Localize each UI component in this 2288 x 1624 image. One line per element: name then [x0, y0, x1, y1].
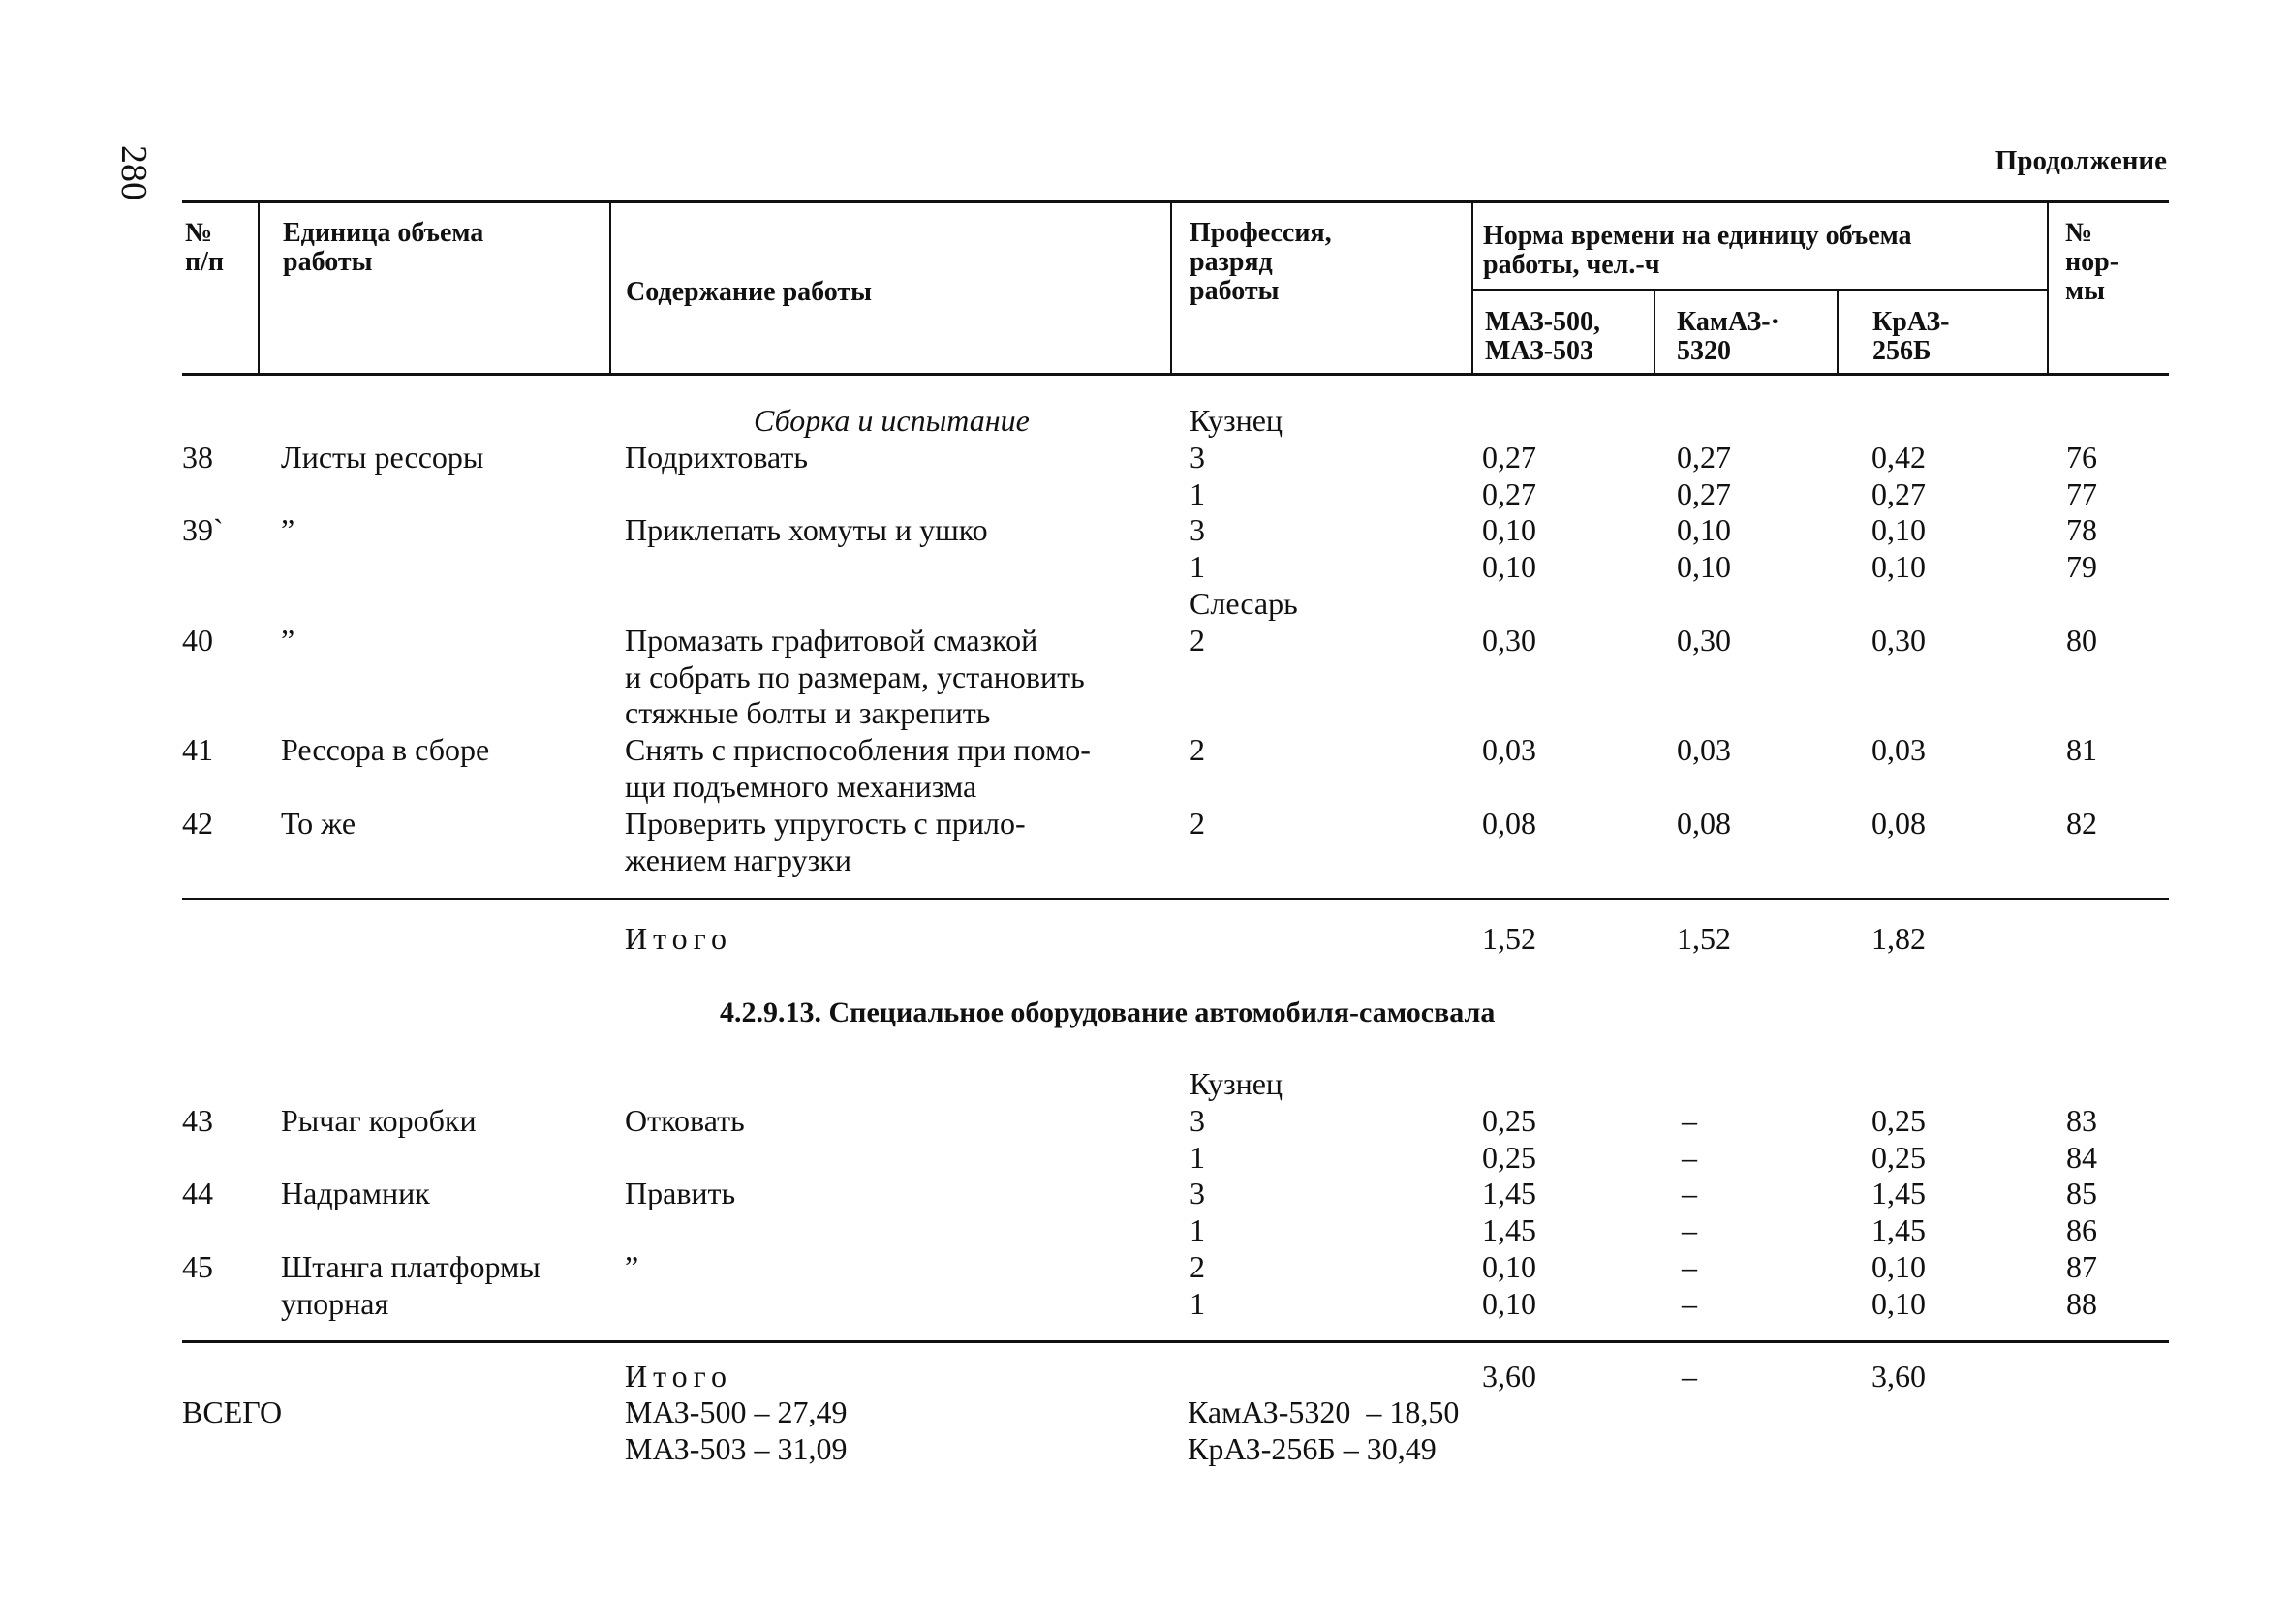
- cell-content: Подрихтовать: [625, 439, 808, 475]
- header-text: Профессия,: [1190, 218, 1332, 248]
- header-content: Содержание работы: [626, 277, 873, 307]
- header-text: Единица объема: [283, 218, 484, 248]
- cell-unit: упорная: [281, 1285, 389, 1321]
- header-maz: [1485, 308, 1600, 366]
- continuation-label: Продолжение: [1994, 145, 2167, 176]
- cell-v2: 0,27: [1677, 475, 1731, 511]
- col-divider: [258, 202, 260, 374]
- cell-v3: 0,25: [1871, 1102, 1926, 1138]
- section1-total-rule: [182, 898, 2169, 900]
- cell-unit: Штанга платформы: [281, 1249, 541, 1284]
- cell-v2: 0,03: [1677, 732, 1731, 768]
- cell-norm: 78: [2066, 512, 2097, 548]
- header-text: Норма времени на единицу объема: [1483, 221, 1912, 251]
- cell-v3: 0,08: [1871, 805, 1926, 841]
- cell-unit: ”: [281, 512, 295, 548]
- header-kamaz: [1677, 308, 1779, 366]
- cell-prof: 2: [1190, 622, 1205, 658]
- cell-v3: 0,10: [1871, 1249, 1926, 1284]
- header-text: работы, чел.-ч: [1483, 250, 1660, 280]
- cell-prof: Кузнец: [1190, 1066, 1283, 1101]
- cell-norm: 79: [2066, 549, 2097, 585]
- cell-v2: 0,30: [1677, 622, 1731, 658]
- cell-n: 39`: [182, 512, 224, 548]
- cell-v1: 0,10: [1482, 1249, 1536, 1284]
- header-text: МАЗ-503: [1485, 336, 1594, 366]
- cell-v3: 0,03: [1871, 732, 1926, 768]
- header-text: №: [185, 218, 213, 248]
- cell-prof: Слесарь: [1190, 586, 1298, 621]
- table-top-rule: [182, 200, 2169, 203]
- grand-total-kraz: КрАЗ-256Б – 30,49: [1188, 1431, 1437, 1466]
- cell-norm: 88: [2066, 1285, 2097, 1321]
- cell-v1: 0,30: [1482, 622, 1536, 658]
- cell-unit: То же: [281, 805, 356, 841]
- cell-v2: –: [1682, 1212, 1697, 1248]
- section1-total-kamaz: 1,52: [1677, 921, 1731, 956]
- cell-prof: 3: [1190, 1102, 1205, 1138]
- section2-total-maz: 3,60: [1482, 1359, 1536, 1394]
- cell-content: стяжные болты и закрепить: [625, 695, 991, 731]
- section2-total-label: Итого: [625, 1359, 732, 1394]
- cell-prof: 3: [1190, 1176, 1205, 1211]
- cell-prof: 3: [1190, 439, 1205, 475]
- cell-unit: Листы рессоры: [281, 439, 484, 475]
- header-text: мы: [2065, 276, 2105, 306]
- cell-v3: 0,10: [1871, 549, 1926, 585]
- header-kraz: [1872, 308, 1950, 366]
- section2-total-rule: [182, 1340, 2169, 1343]
- col-divider: [1471, 202, 1473, 374]
- cell-v2: –: [1682, 1285, 1697, 1321]
- cell-content: Проверить упругость с прило-: [625, 805, 1026, 841]
- cell-v2: –: [1682, 1139, 1697, 1175]
- col-divider: [2047, 202, 2049, 374]
- cell-content: Снять с приспособления при помо-: [625, 732, 1091, 768]
- cell-v1: 0,03: [1482, 732, 1536, 768]
- cell-v3: 1,45: [1871, 1212, 1926, 1248]
- cell-unit: Рессора в сборе: [281, 732, 490, 768]
- cell-n: 43: [182, 1102, 213, 1138]
- cell-v1: 0,27: [1482, 439, 1536, 475]
- cell-prof: 1: [1190, 549, 1205, 585]
- cell-norm: 76: [2066, 439, 2097, 475]
- cell-content: щи подъемного механизма: [625, 769, 977, 804]
- cell-prof: 3: [1190, 512, 1205, 548]
- header-text: нор-: [2065, 247, 2119, 277]
- header-text: работы: [283, 247, 373, 277]
- header-text: 5320: [1677, 336, 1731, 366]
- cell-v1: 0,27: [1482, 475, 1536, 511]
- subheader-rule: [1472, 289, 2048, 291]
- cell-v1: 0,08: [1482, 805, 1536, 841]
- header-bottom-rule: [182, 373, 2169, 376]
- cell-norm: 80: [2066, 622, 2097, 658]
- header-text: МАЗ-500,: [1485, 307, 1601, 337]
- cell-norm: 87: [2066, 1249, 2097, 1284]
- cell-unit: Надрамник: [281, 1176, 430, 1211]
- cell-v1: 1,45: [1482, 1212, 1536, 1248]
- section2-total-kraz: 3,60: [1871, 1359, 1926, 1394]
- cell-v1: 0,10: [1482, 549, 1536, 585]
- header-profession: [1190, 219, 1332, 306]
- cell-v1: 0,10: [1482, 512, 1536, 548]
- cell-v2: 0,08: [1677, 805, 1731, 841]
- cell-content: Править: [625, 1176, 736, 1211]
- cell-norm: 82: [2066, 805, 2097, 841]
- cell-content: Отковать: [625, 1102, 745, 1138]
- cell-norm: 84: [2066, 1139, 2097, 1175]
- cell-prof: 2: [1190, 732, 1205, 768]
- section2-total-kamaz: –: [1682, 1359, 1697, 1394]
- cell-v1: 1,45: [1482, 1176, 1536, 1211]
- cell-v2: –: [1682, 1176, 1697, 1211]
- header-unit: [283, 219, 483, 277]
- header-text: разряд: [1190, 247, 1273, 277]
- cell-v2: 0,10: [1677, 549, 1731, 585]
- cell-prof: Кузнец: [1190, 403, 1283, 438]
- grand-total-maz500: МАЗ-500 – 27,49: [625, 1394, 848, 1429]
- cell-n: 45: [182, 1249, 213, 1284]
- cell-v1: 0,25: [1482, 1102, 1536, 1138]
- grand-total-kamaz: КамАЗ-5320 – 18,50: [1188, 1394, 1460, 1429]
- cell-norm: 83: [2066, 1102, 2097, 1138]
- cell-v1: 0,25: [1482, 1139, 1536, 1175]
- col-divider: [1837, 291, 1839, 374]
- cell-v1: 0,10: [1482, 1285, 1536, 1321]
- cell-v2: –: [1682, 1102, 1697, 1138]
- cell-n: 38: [182, 439, 213, 475]
- cell-norm: 81: [2066, 732, 2097, 768]
- cell-v3: 0,25: [1871, 1139, 1926, 1175]
- section2-title: 4.2.9.13. Специальное оборудование автомобиля-самосвала: [720, 996, 1496, 1028]
- header-text: работы: [1190, 276, 1280, 306]
- header-norm-number: [2065, 219, 2118, 306]
- cell-n: 40: [182, 622, 213, 658]
- header-text: КрАЗ-: [1872, 307, 1950, 337]
- subsection-heading: Сборка и испытание: [754, 403, 1030, 438]
- cell-v2: 0,27: [1677, 439, 1731, 475]
- cell-prof: 1: [1190, 1139, 1205, 1175]
- cell-v3: 0,10: [1871, 1285, 1926, 1321]
- cell-norm: 86: [2066, 1212, 2097, 1248]
- col-divider: [1170, 202, 1172, 374]
- header-text: №: [2065, 218, 2093, 248]
- cell-content: и собрать по размерам, установить: [625, 659, 1085, 694]
- section1-total-label: Итого: [625, 921, 732, 956]
- cell-v2: –: [1682, 1249, 1697, 1284]
- grand-total-label: ВСЕГО: [182, 1394, 283, 1429]
- cell-content: Приклепать хомуты и ушко: [625, 512, 988, 548]
- cell-prof: 1: [1190, 1212, 1205, 1248]
- cell-content: ”: [625, 1249, 639, 1284]
- grand-total-maz503: МАЗ-503 – 31,09: [625, 1431, 848, 1466]
- header-num: [185, 219, 224, 277]
- header-text: КамАЗ-·: [1677, 307, 1779, 337]
- cell-prof: 2: [1190, 1249, 1205, 1284]
- cell-prof: 2: [1190, 805, 1205, 841]
- cell-n: 42: [182, 805, 213, 841]
- page-number: 280: [113, 145, 154, 200]
- cell-v3: 0,10: [1871, 512, 1926, 548]
- cell-v3: 1,45: [1871, 1176, 1926, 1211]
- col-divider: [609, 202, 611, 374]
- header-text: п/п: [185, 247, 225, 277]
- cell-v2: 0,10: [1677, 512, 1731, 548]
- cell-v3: 0,27: [1871, 475, 1926, 511]
- cell-n: 44: [182, 1176, 213, 1211]
- col-divider: [1654, 291, 1655, 374]
- cell-norm: 85: [2066, 1176, 2097, 1211]
- cell-content: Промазать графитовой смазкой: [625, 622, 1038, 658]
- cell-unit: Рычаг коробки: [281, 1102, 477, 1138]
- cell-prof: 1: [1190, 1285, 1205, 1321]
- cell-v3: 0,42: [1871, 439, 1926, 475]
- cell-n: 41: [182, 732, 213, 768]
- cell-prof: 1: [1190, 475, 1205, 511]
- section1-total-kraz: 1,82: [1871, 921, 1926, 956]
- header-norm-group: [1483, 222, 1912, 280]
- cell-v3: 0,30: [1871, 622, 1926, 658]
- cell-norm: 77: [2066, 475, 2097, 511]
- header-text: 256Б: [1872, 336, 1932, 366]
- cell-unit: ”: [281, 622, 295, 658]
- cell-content: жением нагрузки: [625, 842, 851, 877]
- section1-total-maz: 1,52: [1482, 921, 1536, 956]
